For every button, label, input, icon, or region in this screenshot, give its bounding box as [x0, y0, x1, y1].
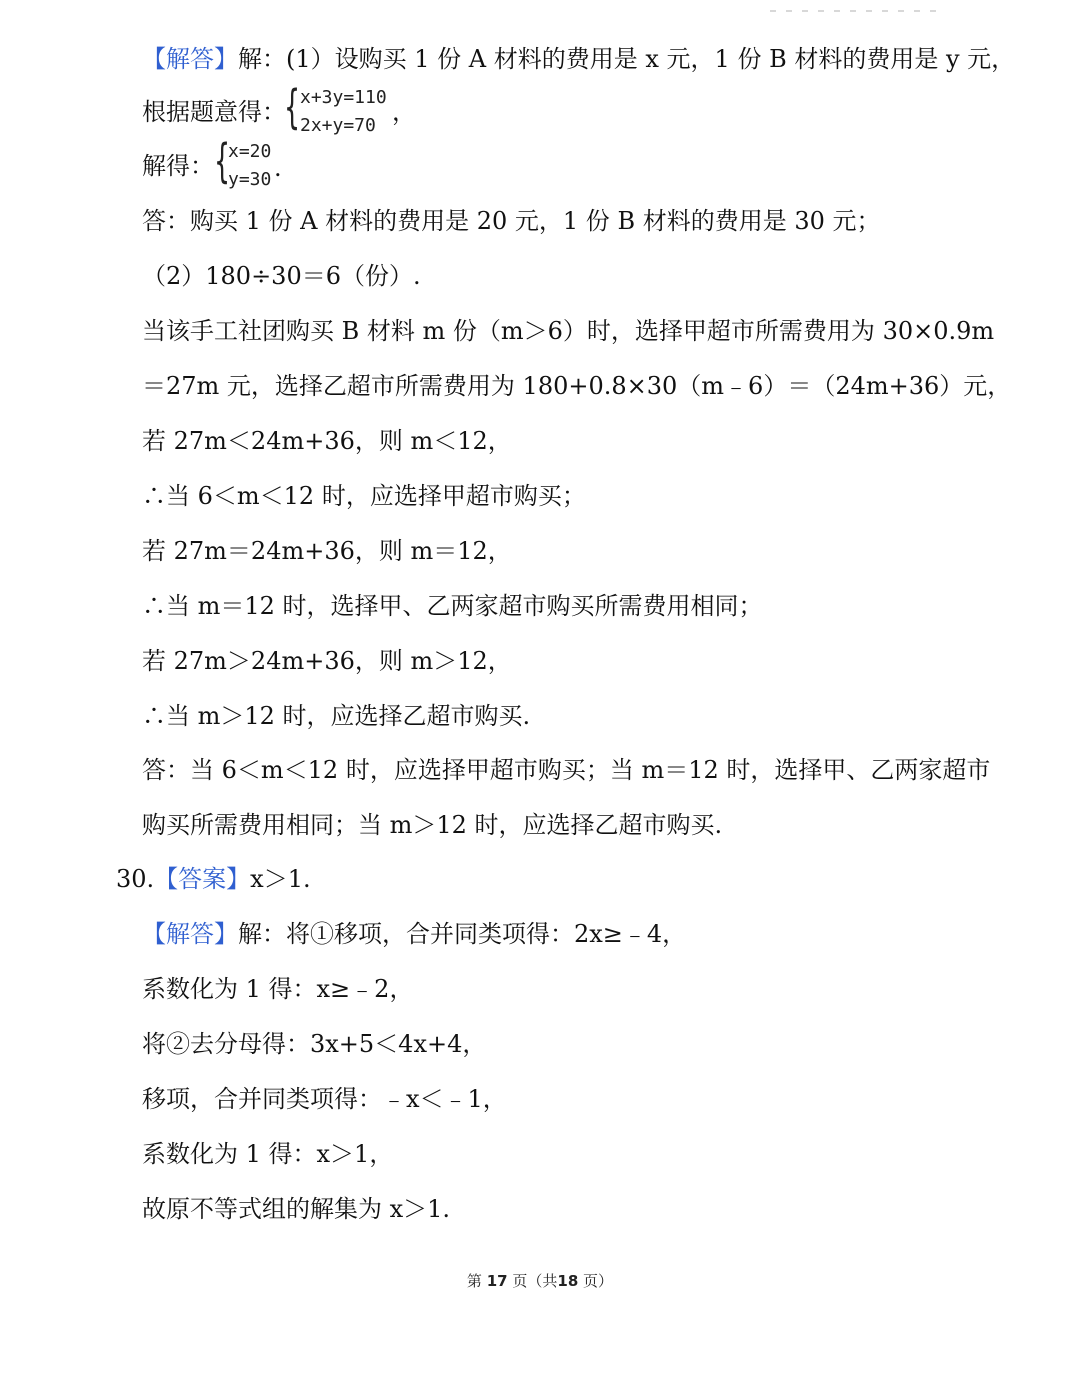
solution-line: 购买所需费用相同；当 m＞12 时，应选择乙超市购买. — [142, 811, 723, 839]
header-decoration — [770, 8, 940, 14]
left-brace-icon: { — [284, 80, 301, 134]
solution-line: （2）180÷30＝6（份）. — [142, 262, 421, 290]
solution-line: 若 27m＞24m+36，则 m＞12， — [142, 647, 512, 675]
solution-line: 若 27m＜24m+36，则 m＜12， — [142, 427, 512, 455]
system1-after: ， — [392, 98, 416, 126]
solution-line: ∴当 6＜m＜12 时，应选择甲超市购买； — [142, 482, 586, 510]
solution-line: 系数化为 1 得：x＞1， — [142, 1140, 394, 1168]
system2-after: . — [274, 154, 282, 182]
answer-tag: 【答案】 — [154, 865, 251, 893]
question-30-solution-first — [142, 917, 686, 951]
solution-line: 答：当 6＜m＜12 时，应选择甲超市购买；当 m＝12 时，选择甲、乙两家超市 — [142, 756, 991, 784]
system1-eq1: x+3y=110 — [300, 87, 387, 108]
system2-eq2: y=30 — [228, 169, 272, 190]
left-brace-icon: { — [214, 134, 231, 188]
solution-first-text: 解：将①移项，合并同类项得：2x≥﹣4， — [238, 920, 687, 948]
solution-line: 答：购买 1 份 A 材料的费用是 20 元，1 份 B 材料的费用是 30 元； — [142, 207, 881, 235]
answer-text: x＞1. — [250, 865, 311, 893]
page-number: 17 — [486, 1272, 508, 1290]
footer-middle: 页（共 — [512, 1272, 558, 1290]
setup-label: 根据题意得： — [142, 98, 286, 126]
solution-tag: 【解答】 — [142, 920, 238, 948]
footer-prefix: 第 — [466, 1272, 482, 1290]
solution-line: 若 27m＝24m+36，则 m＝12， — [142, 537, 512, 565]
solution-intro-text: 解：(1）设购买 1 份 A 材料的费用是 x 元，1 份 B 材料的费用是 y 元， — [238, 45, 1016, 73]
page-footer — [0, 1270, 1080, 1291]
solution-line: 当该手工社团购买 B 材料 m 份（m＞6）时，选择甲超市所需费用为 30×0.9m — [142, 317, 995, 345]
footer-suffix: 页） — [583, 1272, 614, 1290]
solution-line: ＝27m 元，选择乙超市所需费用为 180+0.8×30（m﹣6）＝（24m+36）元， — [142, 372, 1012, 400]
solution-line: 系数化为 1 得：x≥﹣2， — [142, 975, 414, 1003]
solution-line: ∴当 m＞12 时，应选择乙超市购买. — [142, 702, 531, 730]
solution-line: ∴当 m＝12 时，选择甲、乙两家超市购买所需费用相同； — [142, 592, 763, 620]
solution-tag: 【解答】 — [142, 45, 238, 73]
solution-line: 移项，合并同类项得：﹣x＜﹣1， — [142, 1085, 507, 1113]
solve-label: 解得： — [142, 152, 214, 180]
total-pages: 18 — [557, 1272, 579, 1290]
system2-eq1: x=20 — [228, 141, 272, 162]
system1-eq2: 2x+y=70 — [300, 115, 376, 136]
solution-line: 故原不等式组的解集为 x＞1. — [142, 1195, 451, 1223]
question-number: 30. — [116, 865, 155, 893]
question-30-answer-line — [116, 862, 311, 896]
solution-line: 将②去分母得：3x+5＜4x+4， — [142, 1030, 487, 1058]
solution-intro-line — [142, 42, 1015, 76]
